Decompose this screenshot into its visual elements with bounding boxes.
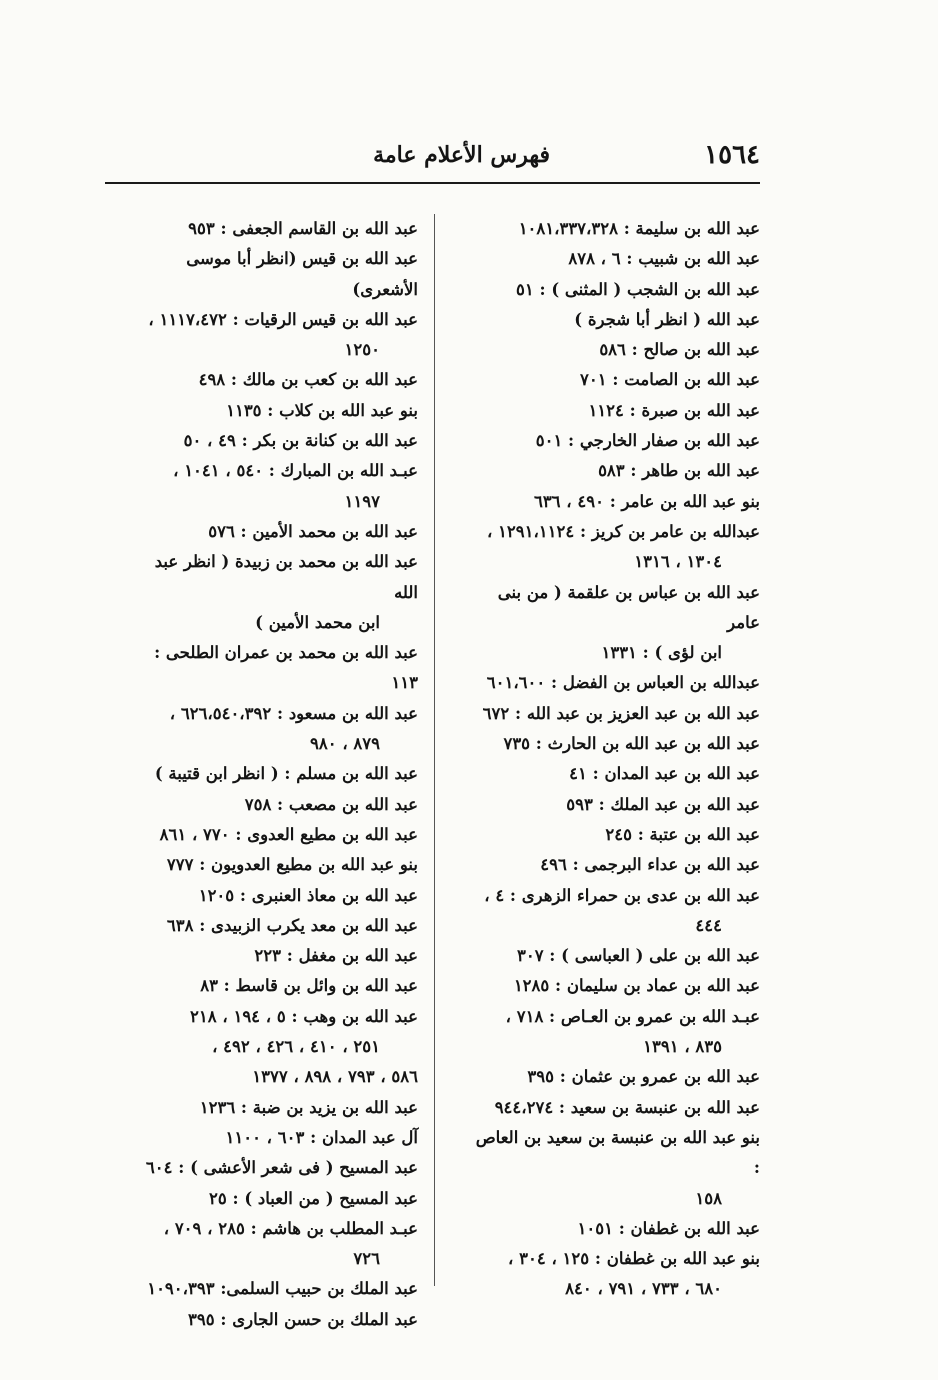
index-entry bbox=[468, 699, 760, 729]
index-entry-text: عبد الله بن وائل بن قاسط : ٨٣ bbox=[200, 976, 418, 996]
index-entry bbox=[126, 1184, 418, 1214]
index-entry bbox=[126, 214, 418, 244]
index-entry bbox=[126, 1305, 418, 1335]
index-entry-text: عبد الله بن محمد بن عمران الطلحى : ١١٣ bbox=[154, 643, 418, 693]
index-entry-continuation: ٧٢٦ bbox=[353, 1249, 380, 1269]
index-entry-text: عبد الله بن سليمة : ١٠٨١،٣٣٧،٣٢٨ bbox=[518, 219, 760, 238]
index-entry-text: ٥٨٦ ، ٧٩٣ ، ٨٩٨ ، ١٣٧٧ bbox=[252, 1067, 418, 1087]
index-entry-text: عبد الله بن مسعود : ٦٢٦،٥٤٠،٣٩٢ ، bbox=[169, 703, 418, 723]
index-entry-continuation: ٢٥١ ، ٤١٠ ، ٤٢٦ ، ٤٩٢ ، bbox=[212, 1037, 380, 1057]
index-entry-text: عبـد المطلب بن هاشم : ٢٨٥ ، ٧٠٩ ، bbox=[163, 1218, 418, 1238]
index-entry-text: عبد الله بن طاهر : ٥٨٣ bbox=[598, 461, 760, 481]
page-header bbox=[105, 140, 760, 180]
index-entry-text: عبد الله بن عتبة : ٢٤٥ bbox=[605, 824, 760, 844]
index-entry-continuation: ١١٩٧ bbox=[344, 491, 380, 511]
index-entry bbox=[126, 1093, 418, 1123]
index-entry bbox=[126, 638, 418, 699]
index-entry-text: عبد الله بن الصامت : ٧٠١ bbox=[580, 370, 760, 390]
index-entry-text: عبد الله بن مطيع العدوى : ٧٧٠ ، ٨٦١ bbox=[159, 824, 418, 844]
index-entry-text: عبد الله بن كعب بن مالك : ٤٩٨ bbox=[198, 370, 418, 390]
index-entry-text: عبد الله بن مغفل : ٢٢٣ bbox=[254, 946, 418, 966]
index-entry bbox=[468, 1002, 760, 1063]
index-entry-text: عبد الله بن عمرو بن عثمان : ٣٩٥ bbox=[527, 1067, 760, 1087]
index-entry-text: عبد الله بن يزيد بن ضبة : ١٢٣٦ bbox=[199, 1097, 418, 1117]
index-column-left bbox=[126, 214, 418, 1335]
index-entry bbox=[468, 1214, 760, 1244]
index-entry-text: عبد الله بن عباس بن علقمة ( من بنى عامر bbox=[497, 582, 760, 632]
index-entry bbox=[126, 1274, 418, 1304]
index-entry bbox=[468, 881, 760, 942]
index-entry-continuation: ٨٣٥ ، ١٣٩١ bbox=[643, 1037, 722, 1057]
index-entry bbox=[126, 396, 418, 426]
index-entry-continuation: ٤٤٤ bbox=[695, 915, 722, 935]
index-entry bbox=[468, 1123, 760, 1214]
index-entry-continuation: ابن لؤى ) : ١٣٣١ bbox=[601, 643, 722, 663]
index-entry-text: عبد الله بن مسلم : ( انظر ابن قتيبة ) bbox=[154, 764, 418, 784]
index-entry bbox=[126, 1123, 418, 1153]
index-entry bbox=[468, 668, 760, 698]
index-entry bbox=[468, 729, 760, 759]
index-entry bbox=[468, 1244, 760, 1305]
index-entry bbox=[126, 941, 418, 971]
index-entry bbox=[126, 699, 418, 760]
index-entry-text: بنو عبد الله بن كلاب : ١١٣٥ bbox=[226, 400, 418, 420]
index-entry-text: عبد الله بن معاذ العنبرى : ١٢٠٥ bbox=[198, 885, 418, 905]
index-entry bbox=[126, 305, 418, 366]
index-entry bbox=[126, 971, 418, 1001]
index-entry bbox=[468, 790, 760, 820]
index-column-right bbox=[468, 214, 760, 1305]
index-entry-text: عبدالله بن عامر بن كريز : ١٢٩١،١١٢٤ ، bbox=[486, 521, 760, 541]
index-entry bbox=[468, 941, 760, 971]
index-entry-continuation: ٨٧٩ ، ٩٨٠ bbox=[309, 734, 380, 754]
index-entry-text: عبدالله بن العباس بن الفضل : ٦٠١،٦٠٠ bbox=[486, 673, 760, 693]
index-entry-continuation: ابن محمد الأمين ) bbox=[255, 612, 380, 632]
index-entry-text: عبـد الله بن عمرو بن العـاص : ٧١٨ ، bbox=[505, 1006, 760, 1026]
index-entry-continuation: ١٥٨ bbox=[695, 1188, 722, 1208]
index-entry bbox=[126, 365, 418, 395]
index-entry bbox=[126, 1153, 418, 1183]
index-entry-text: آل عبد المدان : ٦٠٣ ، ١١٠٠ bbox=[225, 1127, 418, 1147]
index-entry bbox=[126, 850, 418, 880]
index-entry bbox=[126, 517, 418, 547]
index-entry-text: عبد الله ( انظر أبا شجرة ) bbox=[574, 309, 760, 329]
page-number: ١٥٦٤ bbox=[704, 140, 760, 170]
index-entry bbox=[126, 456, 418, 517]
index-entry bbox=[468, 820, 760, 850]
index-entry bbox=[126, 881, 418, 911]
index-entry bbox=[468, 275, 760, 305]
index-entry bbox=[126, 911, 418, 941]
index-entry-continuation: ١٢٥٠ bbox=[344, 340, 380, 360]
index-entry-text: عبد الله بن عبد المدان : ٤١ bbox=[569, 764, 760, 784]
index-entry bbox=[126, 1062, 418, 1092]
index-entry-text: عبد الله بن شبيب : ٦ ، ٨٧٨ bbox=[568, 249, 760, 269]
index-entry-text: عبد الله بن عماد بن سليمان : ١٢٨٥ bbox=[513, 976, 760, 996]
index-entry-text: عبد الله بن محمد الأمين : ٥٧٦ bbox=[208, 521, 418, 541]
index-entry bbox=[126, 759, 418, 789]
index-entry-text: عبد الله بن على ( العباسى ) : ٣٠٧ bbox=[516, 946, 760, 966]
index-entry-text: عبد الله بن محمد بن زبيدة ( انظر عبد الله bbox=[154, 552, 418, 602]
index-entry bbox=[468, 1062, 760, 1092]
index-entry-text: عبد المسيح ( فى شعر الأعشى ) : ٦٠٤ bbox=[145, 1158, 418, 1178]
index-entry-text: عبد الله بن وهب : ٥ ، ١٩٤ ، ٢١٨ bbox=[190, 1006, 418, 1026]
index-entry bbox=[468, 1093, 760, 1123]
index-entry bbox=[126, 1002, 418, 1063]
index-entry bbox=[468, 305, 760, 335]
index-entry-text: بنو عبد الله بن عنبسة بن سعيد بن العاص : bbox=[475, 1127, 760, 1178]
index-entry bbox=[468, 456, 760, 486]
index-entry bbox=[468, 426, 760, 456]
index-entry bbox=[468, 365, 760, 395]
index-entry bbox=[126, 244, 418, 305]
index-entry-text: عبد الله بن عدى بن حمراء الزهرى : ٤ ، bbox=[484, 885, 760, 905]
index-entry-text: عبد الله بن عنبسة بن سعيد : ٩٤٤،٢٧٤ bbox=[494, 1097, 760, 1117]
index-entry-text: عبد الله بن القاسم الجعفى : ٩٥٣ bbox=[188, 219, 418, 238]
column-divider bbox=[434, 214, 435, 1286]
index-entry bbox=[468, 759, 760, 789]
index-entry-text: عبد الله بن قيس (انظر أبا موسى الأشعرى) bbox=[186, 249, 418, 299]
index-entry-text: بنو عبد الله بن مطيع العدويون : ٧٧٧ bbox=[166, 855, 418, 875]
index-entry-text: عبد الله بن صالح : ٥٨٦ bbox=[599, 340, 760, 360]
index-entry-text: عبد الله بن عداء البرجمى : ٤٩٦ bbox=[540, 855, 760, 875]
index-entry-continuation: ١٣٠٤ ، ١٣١٦ bbox=[634, 552, 722, 572]
index-entry bbox=[126, 547, 418, 638]
index-entry bbox=[468, 517, 760, 578]
index-entry-text: عبد الله بن مصعب : ٧٥٨ bbox=[244, 794, 418, 814]
index-entry-text: عبد الله بن قيس الرقيات : ١١١٧،٤٧٢ ، bbox=[148, 309, 418, 329]
index-entry-text: عبد الله بن عبد العزيز بن عبد الله : ٦٧٢ bbox=[482, 703, 760, 723]
index-entry bbox=[126, 820, 418, 850]
index-entry bbox=[126, 1214, 418, 1275]
index-entry bbox=[468, 214, 760, 244]
index-entry bbox=[468, 396, 760, 426]
index-entry bbox=[468, 850, 760, 880]
index-entry-text: عبـد الله بن المبارك : ٥٤٠ ، ١٠٤١ ، bbox=[173, 461, 418, 481]
index-entry-text: عبد الملك بن حسن الجارى : ٣٩٥ bbox=[188, 1309, 418, 1329]
index-entry-continuation: ٦٨٠ ، ٧٣٣ ، ٧٩١ ، ٨٤٠ bbox=[565, 1279, 722, 1299]
index-entry-text: عبد الله بن غطفان : ١٠٥١ bbox=[577, 1218, 760, 1238]
page-title: فهرس الأعلام عامة bbox=[373, 142, 550, 168]
index-entry-text: عبد الله بن معد يكرب الزبيدى : ٦٣٨ bbox=[166, 915, 418, 935]
index-entry-text: عبد الله بن صبرة : ١١٢٤ bbox=[588, 400, 760, 420]
index-entry-text: عبد المسيح ( من العباد ) : ٢٥ bbox=[209, 1188, 418, 1208]
index-entry-text: عبد الله بن عبد الله بن الحارث : ٧٣٥ bbox=[503, 734, 760, 754]
index-entry-text: عبد الملك بن حبيب السلمى: ١٠٩٠،٣٩٣ bbox=[147, 1279, 418, 1299]
index-entry-text: عبد الله بن الشجب ( المثنى ) : ٥١ bbox=[516, 279, 760, 299]
index-entry bbox=[468, 578, 760, 669]
index-entry bbox=[126, 790, 418, 820]
index-entry-text: بنو عبد الله بن غطفان : ١٢٥ ، ٣٠٤ ، bbox=[508, 1249, 760, 1269]
index-entry-text: عبد الله بن صفار الخارجي : ٥٠١ bbox=[535, 431, 760, 451]
index-entry-text: بنو عبد الله بن عامر : ٤٩٠ ، ٦٣٦ bbox=[533, 491, 760, 511]
index-entry bbox=[468, 335, 760, 365]
index-entry bbox=[468, 971, 760, 1001]
index-entry-text: عبد الله بن كنانة بن بكر : ٤٩ ، ٥٠ bbox=[183, 431, 418, 451]
index-entry-text: عبد الله بن عبد الملك : ٥٩٣ bbox=[566, 794, 760, 814]
header-rule bbox=[105, 182, 760, 184]
index-entry bbox=[468, 244, 760, 274]
index-entry bbox=[126, 426, 418, 456]
index-entry bbox=[468, 487, 760, 517]
